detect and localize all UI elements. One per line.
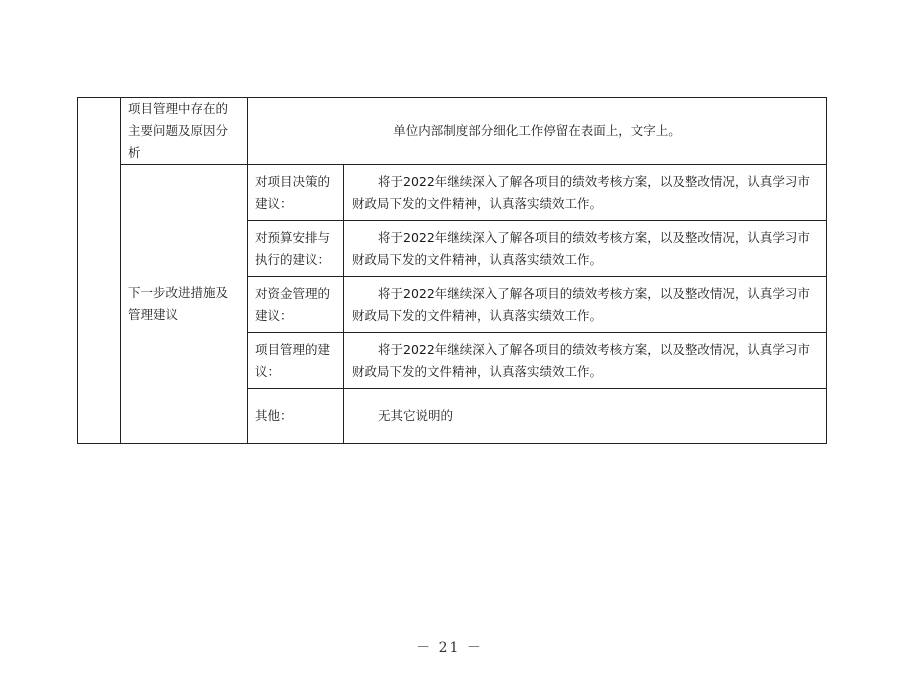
problems-content: 单位内部制度部分细化工作停留在表面上，文字上。 — [393, 123, 681, 138]
improvement-label-cell — [121, 165, 248, 444]
problems-row — [78, 98, 827, 165]
suggestion-content-cell — [344, 165, 827, 221]
suggestion-content-cell — [344, 389, 827, 444]
suggestion-row — [78, 165, 827, 221]
suggestion-label-cell — [248, 221, 344, 277]
suggestion-content-cell — [344, 333, 827, 389]
suggestion-content-decision: 将于2022年继续深入了解各项目的绩效考核方案，以及整改情况，认真学习市财政局下发的文件精神，认真落实绩效工作。 — [352, 173, 810, 211]
suggestion-label-cell — [248, 165, 344, 221]
suggestion-label-decision: 对项目决策的建议： — [255, 173, 331, 211]
suggestion-content-funds: 将于2022年继续深入了解各项目的绩效考核方案，以及整改情况，认真学习市财政局下发的文件精神，认真落实绩效工作。 — [352, 285, 810, 323]
suggestion-label-cell — [248, 389, 344, 444]
suggestion-label-project: 项目管理的建议： — [255, 341, 331, 379]
improvement-label: 下一步改进措施及管理建议 — [128, 285, 229, 322]
suggestion-content-cell — [344, 221, 827, 277]
problems-label-cell — [121, 98, 248, 165]
left-blank-cell — [78, 98, 121, 444]
suggestion-label-cell — [248, 277, 344, 333]
suggestion-label-other: 其他： — [255, 408, 293, 423]
page-number: － 21 － — [416, 640, 483, 656]
suggestion-label-cell — [248, 333, 344, 389]
problems-content-cell — [248, 98, 827, 165]
suggestion-label-funds: 对资金管理的建议： — [255, 285, 331, 323]
suggestion-label-budget: 对预算安排与执行的建议： — [255, 229, 331, 267]
suggestion-content-project: 将于2022年继续深入了解各项目的绩效考核方案，以及整改情况，认真学习市财政局下发的文件精神，认真落实绩效工作。 — [352, 341, 810, 379]
problems-label: 项目管理中存在的主要问题及原因分析 — [128, 101, 229, 160]
suggestion-content-budget: 将于2022年继续深入了解各项目的绩效考核方案，以及整改情况，认真学习市财政局下发的文件精神，认真落实绩效工作。 — [352, 229, 810, 267]
evaluation-table — [77, 97, 827, 444]
suggestion-content-other: 无其它说明的 — [378, 408, 454, 423]
suggestion-content-cell — [344, 277, 827, 333]
